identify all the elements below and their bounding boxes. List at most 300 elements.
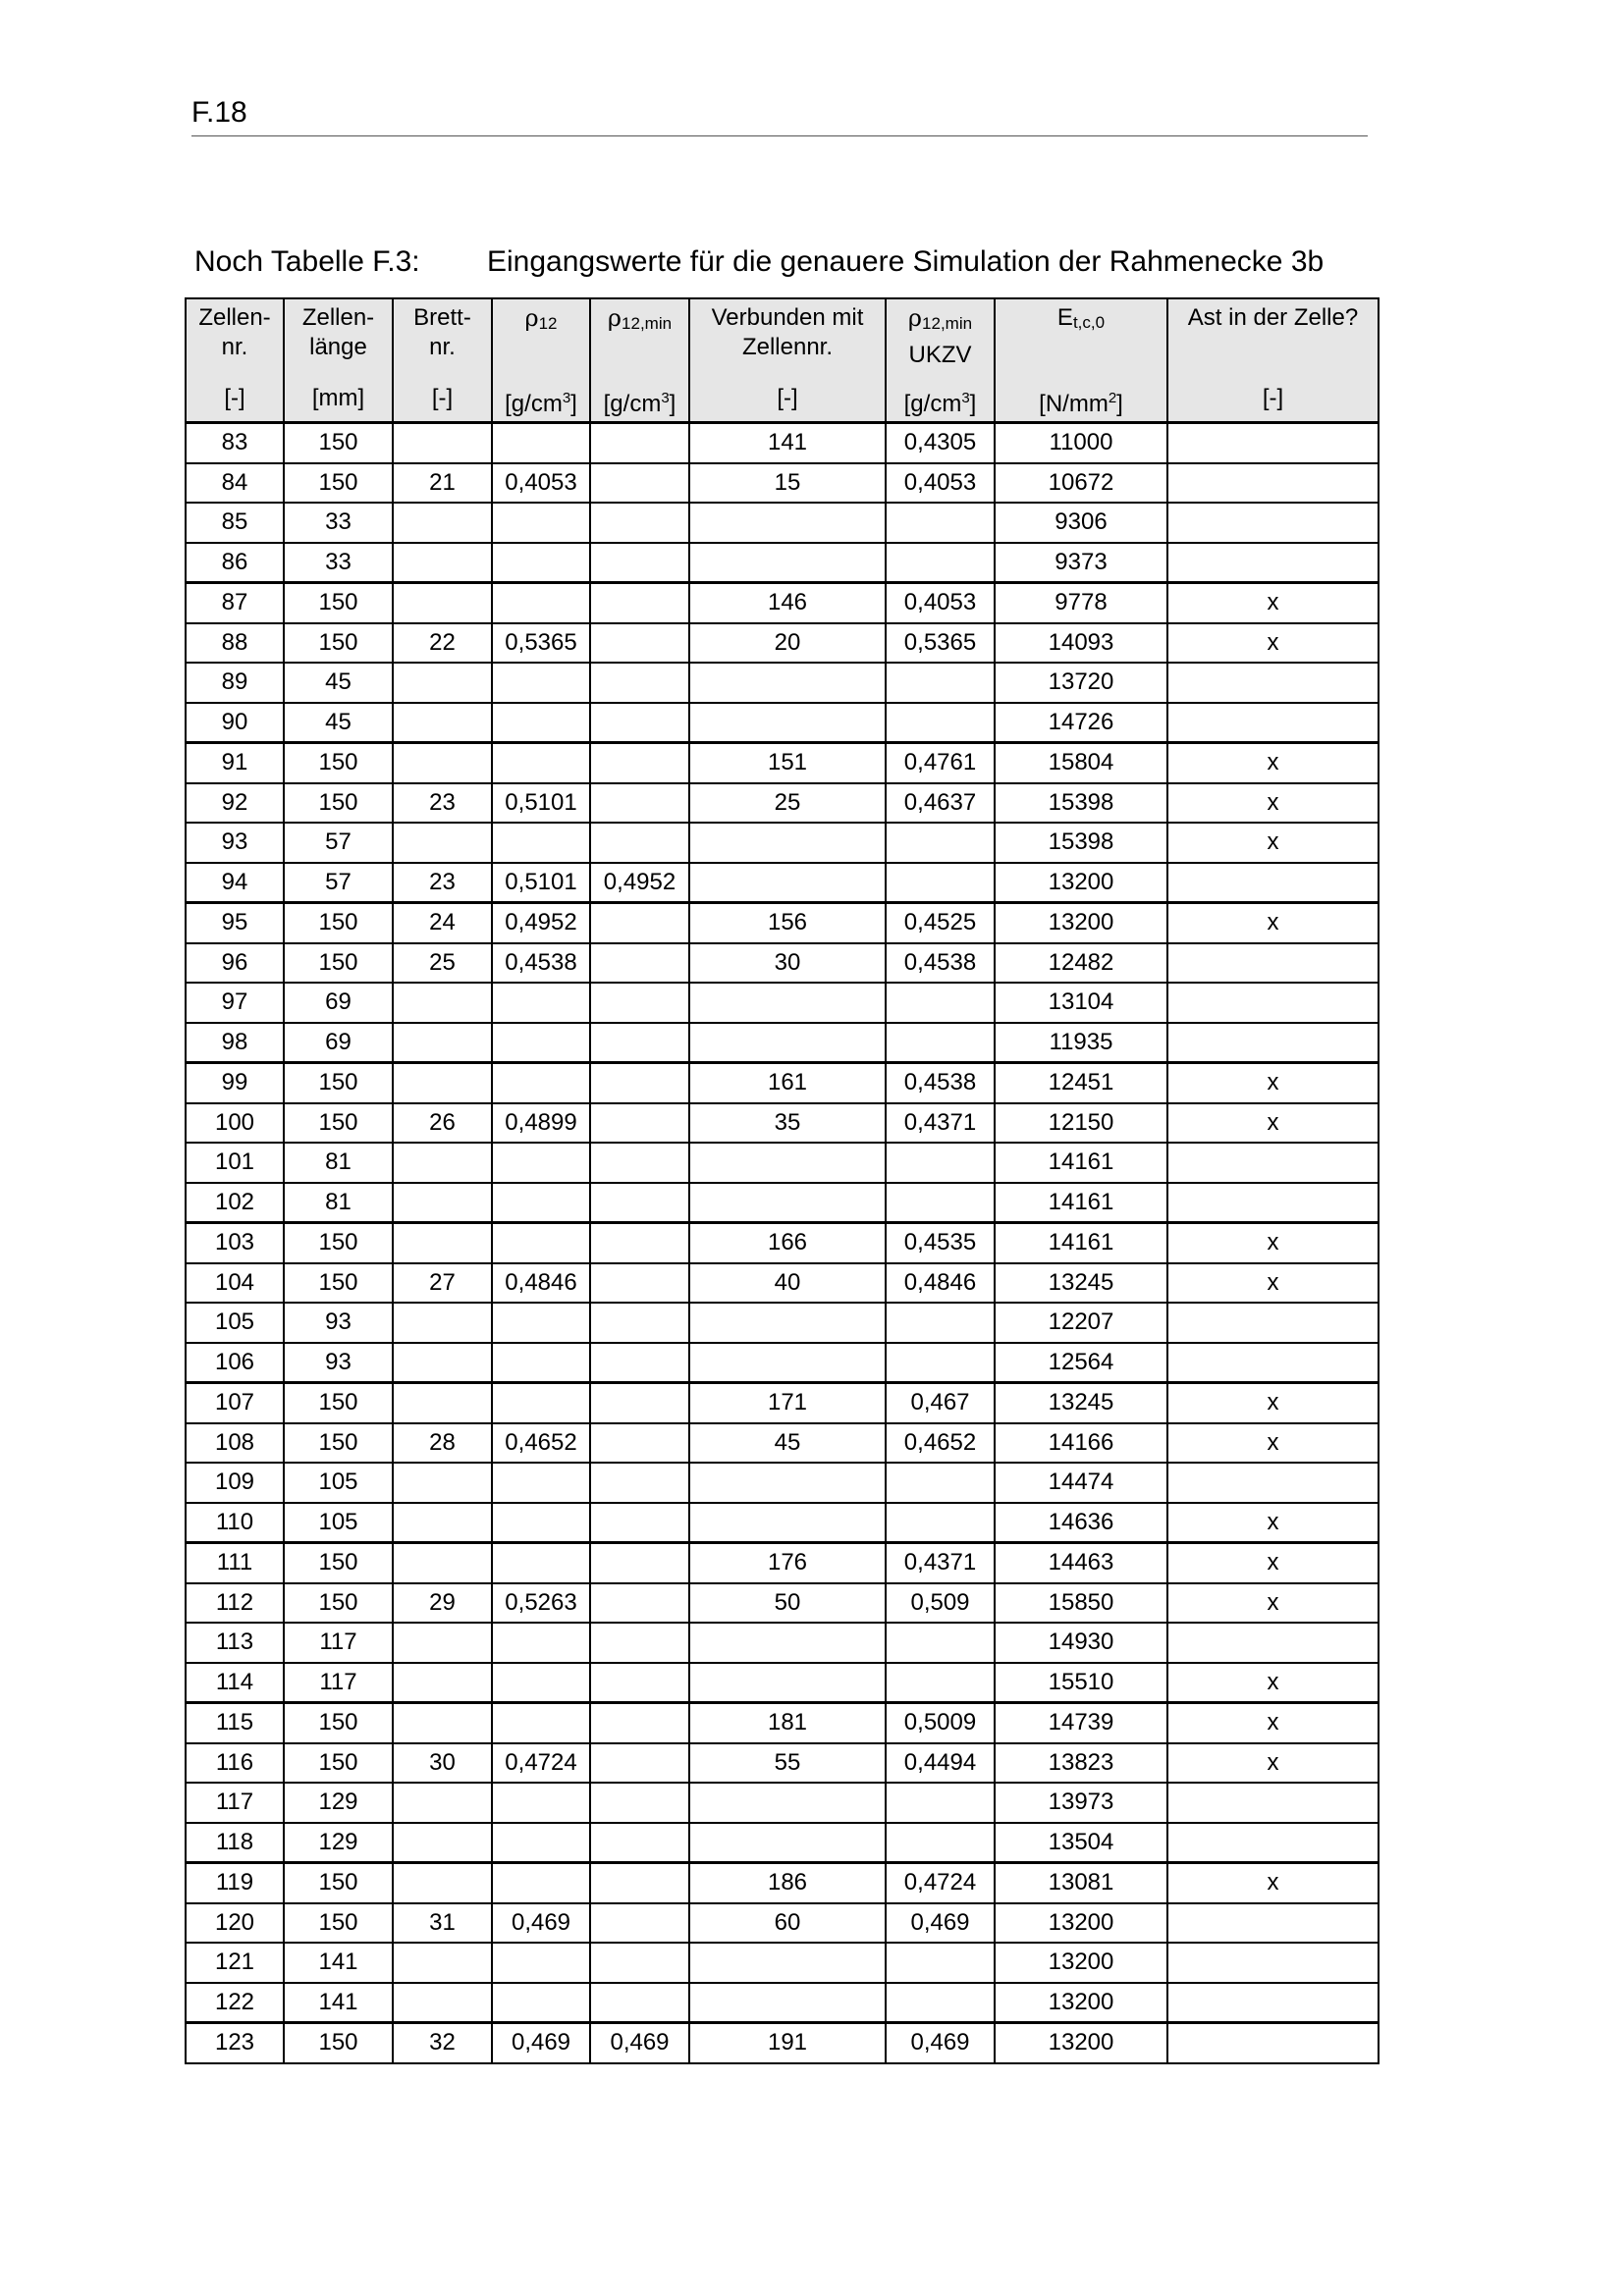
table-cell-rho12min_ukzv xyxy=(886,1343,995,1383)
table-cell-verbunden: 191 xyxy=(689,2023,886,2063)
table-cell-etc0: 14161 xyxy=(995,1223,1167,1263)
table-cell-zellenlaenge: 150 xyxy=(284,903,393,943)
table-cell-ast: x xyxy=(1167,1543,1379,1583)
table-cell-rho12min xyxy=(590,1503,689,1543)
table-cell-ast xyxy=(1167,983,1379,1023)
table-cell-rho12min_ukzv xyxy=(886,1983,995,2023)
table-cell-etc0: 14739 xyxy=(995,1703,1167,1743)
table-cell-zellenlaenge: 150 xyxy=(284,423,393,463)
table-cell-zellenlaenge: 105 xyxy=(284,1503,393,1543)
table-row xyxy=(186,1703,1379,1743)
table-cell-zellennr: 117 xyxy=(186,1783,284,1823)
table-cell-rho12min_ukzv: 0,509 xyxy=(886,1583,995,1624)
table-row xyxy=(186,1463,1379,1503)
table-cell-etc0: 14636 xyxy=(995,1503,1167,1543)
table-cell-verbunden xyxy=(689,1463,886,1503)
table-cell-etc0: 12207 xyxy=(995,1303,1167,1343)
table-cell-rho12min xyxy=(590,1343,689,1383)
table-cell-brettnr: 32 xyxy=(393,2023,492,2063)
table-row xyxy=(186,623,1379,664)
table-cell-brettnr xyxy=(393,1223,492,1263)
table-cell-verbunden: 166 xyxy=(689,1223,886,1263)
table-cell-brettnr xyxy=(393,1983,492,2023)
table-cell-zellennr: 100 xyxy=(186,1103,284,1144)
table-cell-rho12 xyxy=(492,1063,590,1103)
table-cell-zellennr: 83 xyxy=(186,423,284,463)
table-cell-zellenlaenge: 150 xyxy=(284,1863,393,1903)
table-cell-ast: x xyxy=(1167,1583,1379,1624)
table-cell-rho12min_ukzv: 0,4371 xyxy=(886,1103,995,1144)
table-row xyxy=(186,1623,1379,1663)
table-cell-rho12min xyxy=(590,543,689,583)
table-cell-etc0: 13200 xyxy=(995,2023,1167,2063)
header-etc0: Et,c,0 xyxy=(995,298,1167,382)
table-cell-ast: x xyxy=(1167,1703,1379,1743)
table-cell-zellennr: 90 xyxy=(186,703,284,743)
table-cell-zellennr: 103 xyxy=(186,1223,284,1263)
table-cell-ast: x xyxy=(1167,1263,1379,1304)
table-cell-zellenlaenge: 69 xyxy=(284,1023,393,1063)
table-cell-zellennr: 112 xyxy=(186,1583,284,1624)
table-cell-zellennr: 84 xyxy=(186,463,284,504)
header-brettnr: Brett- nr. xyxy=(393,298,492,382)
table-cell-etc0: 13200 xyxy=(995,1903,1167,1944)
table-cell-rho12: 0,469 xyxy=(492,1903,590,1944)
table-cell-rho12min_ukzv: 0,5365 xyxy=(886,623,995,664)
table-cell-etc0: 11935 xyxy=(995,1023,1167,1063)
table-cell-verbunden: 186 xyxy=(689,1863,886,1903)
table-cell-brettnr xyxy=(393,1503,492,1543)
table-cell-verbunden xyxy=(689,983,886,1023)
table-row xyxy=(186,983,1379,1023)
table-cell-rho12min_ukzv: 0,4761 xyxy=(886,743,995,783)
table-cell-brettnr: 29 xyxy=(393,1583,492,1624)
table-cell-etc0: 15398 xyxy=(995,823,1167,863)
table-cell-rho12min xyxy=(590,1423,689,1464)
table-cell-etc0: 14474 xyxy=(995,1463,1167,1503)
header-rho12: ρ12 xyxy=(492,298,590,382)
table-cell-verbunden: 60 xyxy=(689,1903,886,1944)
table-cell-verbunden: 146 xyxy=(689,583,886,623)
table-cell-brettnr xyxy=(393,1023,492,1063)
table-cell-brettnr: 28 xyxy=(393,1423,492,1464)
table-cell-brettnr xyxy=(393,983,492,1023)
table-cell-rho12min_ukzv xyxy=(886,543,995,583)
table-cell-rho12min xyxy=(590,583,689,623)
table-cell-zellenlaenge: 105 xyxy=(284,1463,393,1503)
table-cell-rho12min_ukzv xyxy=(886,1823,995,1863)
table-cell-zellennr: 122 xyxy=(186,1983,284,2023)
table-cell-zellenlaenge: 45 xyxy=(284,703,393,743)
table-cell-rho12min_ukzv xyxy=(886,1463,995,1503)
table-cell-brettnr: 23 xyxy=(393,783,492,824)
table-cell-zellennr: 107 xyxy=(186,1383,284,1423)
table-cell-etc0: 14093 xyxy=(995,623,1167,664)
table-cell-zellennr: 105 xyxy=(186,1303,284,1343)
table-cell-rho12min_ukzv: 0,4053 xyxy=(886,583,995,623)
table-cell-rho12 xyxy=(492,743,590,783)
table-cell-brettnr xyxy=(393,583,492,623)
table-cell-verbunden xyxy=(689,1303,886,1343)
table-cell-zellennr: 119 xyxy=(186,1863,284,1903)
table-cell-rho12min xyxy=(590,903,689,943)
table-cell-etc0: 14726 xyxy=(995,703,1167,743)
table-cell-rho12min_ukzv: 0,469 xyxy=(886,2023,995,2063)
table-row xyxy=(186,1263,1379,1304)
table-cell-zellenlaenge: 57 xyxy=(284,823,393,863)
table-cell-ast xyxy=(1167,1943,1379,1983)
table-cell-brettnr xyxy=(393,1303,492,1343)
table-cell-zellennr: 92 xyxy=(186,783,284,824)
table-cell-etc0: 13973 xyxy=(995,1783,1167,1823)
table-cell-ast xyxy=(1167,1023,1379,1063)
table-cell-zellenlaenge: 141 xyxy=(284,1983,393,2023)
table-cell-ast xyxy=(1167,863,1379,903)
table-cell-rho12 xyxy=(492,423,590,463)
table-cell-verbunden xyxy=(689,1343,886,1383)
table-row xyxy=(186,863,1379,903)
unit-verbunden: [-] xyxy=(689,382,886,423)
table-cell-verbunden xyxy=(689,1023,886,1063)
table-cell-brettnr xyxy=(393,503,492,543)
table-cell-brettnr xyxy=(393,1143,492,1183)
table-cell-ast xyxy=(1167,463,1379,504)
table-cell-ast: x xyxy=(1167,1743,1379,1784)
table-cell-ast xyxy=(1167,1623,1379,1663)
table-cell-zellennr: 98 xyxy=(186,1023,284,1063)
table-cell-rho12 xyxy=(492,1223,590,1263)
table-cell-zellennr: 88 xyxy=(186,623,284,664)
table-cell-ast xyxy=(1167,1343,1379,1383)
table-cell-rho12 xyxy=(492,1503,590,1543)
table-cell-rho12min_ukzv: 0,4846 xyxy=(886,1263,995,1304)
table-cell-zellenlaenge: 150 xyxy=(284,583,393,623)
table-cell-brettnr: 31 xyxy=(393,1903,492,1944)
table-cell-rho12: 0,4724 xyxy=(492,1743,590,1784)
table-cell-ast xyxy=(1167,1303,1379,1343)
table-cell-zellenlaenge: 129 xyxy=(284,1823,393,1863)
table-cell-brettnr xyxy=(393,1543,492,1583)
table-cell-verbunden: 45 xyxy=(689,1423,886,1464)
table-cell-ast xyxy=(1167,1143,1379,1183)
table-cell-zellennr: 106 xyxy=(186,1343,284,1383)
table-cell-verbunden: 40 xyxy=(689,1263,886,1304)
table-cell-verbunden: 171 xyxy=(689,1383,886,1423)
table-cell-rho12min xyxy=(590,423,689,463)
unit-ast: [-] xyxy=(1167,382,1379,423)
table-cell-verbunden xyxy=(689,1983,886,2023)
table-cell-zellenlaenge: 45 xyxy=(284,663,393,703)
unit-zellennr: [-] xyxy=(186,382,284,423)
table-cell-zellennr: 113 xyxy=(186,1623,284,1663)
table-row xyxy=(186,1783,1379,1823)
table-cell-rho12min_ukzv: 0,4724 xyxy=(886,1863,995,1903)
table-cell-rho12min_ukzv: 0,4538 xyxy=(886,943,995,984)
table-cell-brettnr: 27 xyxy=(393,1263,492,1304)
table-cell-ast: x xyxy=(1167,1423,1379,1464)
table-cell-zellenlaenge: 141 xyxy=(284,1943,393,1983)
table-cell-etc0: 12482 xyxy=(995,943,1167,984)
table-cell-rho12 xyxy=(492,1943,590,1983)
table-cell-rho12: 0,4652 xyxy=(492,1423,590,1464)
table-cell-ast: x xyxy=(1167,1663,1379,1703)
table-cell-etc0: 14161 xyxy=(995,1143,1167,1183)
table-cell-rho12min xyxy=(590,943,689,984)
table-row xyxy=(186,1423,1379,1464)
table-cell-brettnr xyxy=(393,1783,492,1823)
table-cell-brettnr: 30 xyxy=(393,1743,492,1784)
table-cell-ast xyxy=(1167,943,1379,984)
table-cell-zellennr: 89 xyxy=(186,663,284,703)
table-cell-verbunden xyxy=(689,1783,886,1823)
table-row xyxy=(186,1903,1379,1944)
table-cell-verbunden: 161 xyxy=(689,1063,886,1103)
table-cell-rho12min xyxy=(590,463,689,504)
table-cell-zellenlaenge: 57 xyxy=(284,863,393,903)
table-row xyxy=(186,823,1379,863)
table-cell-etc0: 13504 xyxy=(995,1823,1167,1863)
table-cell-ast xyxy=(1167,503,1379,543)
table-cell-verbunden xyxy=(689,663,886,703)
table-cell-ast: x xyxy=(1167,1503,1379,1543)
table-cell-rho12: 0,469 xyxy=(492,2023,590,2063)
table-cell-rho12: 0,4053 xyxy=(492,463,590,504)
table-cell-rho12min_ukzv: 0,4538 xyxy=(886,1063,995,1103)
table-cell-rho12min xyxy=(590,823,689,863)
table-cell-etc0: 12150 xyxy=(995,1103,1167,1144)
table-cell-rho12min_ukzv: 0,5009 xyxy=(886,1703,995,1743)
table-cell-rho12 xyxy=(492,1383,590,1423)
table-cell-zellenlaenge: 150 xyxy=(284,1423,393,1464)
table-cell-verbunden: 141 xyxy=(689,423,886,463)
table-cell-rho12min_ukzv: 0,4371 xyxy=(886,1543,995,1583)
table-cell-zellenlaenge: 150 xyxy=(284,1743,393,1784)
table-cell-zellenlaenge: 150 xyxy=(284,623,393,664)
table-cell-etc0: 13245 xyxy=(995,1263,1167,1304)
table-cell-zellenlaenge: 93 xyxy=(284,1343,393,1383)
table-cell-rho12 xyxy=(492,1303,590,1343)
table-cell-rho12min_ukzv xyxy=(886,1183,995,1223)
table-row xyxy=(186,1823,1379,1863)
data-table xyxy=(185,297,1380,2064)
page-header: F.18 xyxy=(191,96,247,129)
table-row xyxy=(186,2023,1379,2063)
table-cell-rho12min: 0,4952 xyxy=(590,863,689,903)
table-cell-zellenlaenge: 150 xyxy=(284,1263,393,1304)
table-row xyxy=(186,423,1379,463)
table-cell-ast xyxy=(1167,2023,1379,2063)
table-cell-rho12min_ukzv: 0,4494 xyxy=(886,1743,995,1784)
table-cell-zellenlaenge: 150 xyxy=(284,1383,393,1423)
table-cell-rho12min_ukzv xyxy=(886,1663,995,1703)
table-row xyxy=(186,583,1379,623)
table-cell-verbunden: 181 xyxy=(689,1703,886,1743)
table-cell-zellenlaenge: 150 xyxy=(284,463,393,504)
table-cell-rho12min xyxy=(590,1383,689,1423)
table-body xyxy=(186,423,1379,2063)
table-row xyxy=(186,1063,1379,1103)
table-cell-zellennr: 87 xyxy=(186,583,284,623)
table-cell-rho12 xyxy=(492,1463,590,1503)
table-cell-brettnr xyxy=(393,1383,492,1423)
table-cell-rho12min_ukzv xyxy=(886,1623,995,1663)
table-cell-etc0: 9778 xyxy=(995,583,1167,623)
table-cell-zellennr: 108 xyxy=(186,1423,284,1464)
table-cell-zellenlaenge: 150 xyxy=(284,783,393,824)
table-cell-brettnr xyxy=(393,1823,492,1863)
table-cell-brettnr xyxy=(393,1623,492,1663)
table-cell-ast: x xyxy=(1167,1223,1379,1263)
table-cell-ast: x xyxy=(1167,823,1379,863)
table-cell-etc0: 13081 xyxy=(995,1863,1167,1903)
table-cell-zellenlaenge: 150 xyxy=(284,1103,393,1144)
table-cell-rho12: 0,4538 xyxy=(492,943,590,984)
table-row xyxy=(186,1103,1379,1144)
table-cell-brettnr: 25 xyxy=(393,943,492,984)
table-cell-rho12min xyxy=(590,983,689,1023)
table-cell-rho12min_ukzv xyxy=(886,1503,995,1543)
table-cell-brettnr: 26 xyxy=(393,1103,492,1144)
table-cell-rho12min xyxy=(590,1863,689,1903)
table-cell-verbunden xyxy=(689,1623,886,1663)
table-row xyxy=(186,1303,1379,1343)
table-cell-ast: x xyxy=(1167,1863,1379,1903)
table-cell-zellennr: 99 xyxy=(186,1063,284,1103)
table-cell-ast: x xyxy=(1167,1103,1379,1144)
table-cell-rho12min_ukzv xyxy=(886,703,995,743)
table-cell-etc0: 9373 xyxy=(995,543,1167,583)
header-rule xyxy=(191,135,1368,136)
table-cell-etc0: 14930 xyxy=(995,1623,1167,1663)
table-cell-rho12min xyxy=(590,1143,689,1183)
table-cell-ast xyxy=(1167,1783,1379,1823)
table-cell-rho12: 0,4846 xyxy=(492,1263,590,1304)
table-cell-zellenlaenge: 81 xyxy=(284,1183,393,1223)
table-row xyxy=(186,1023,1379,1063)
table-cell-rho12 xyxy=(492,1623,590,1663)
table-cell-rho12 xyxy=(492,1543,590,1583)
table-cell-ast: x xyxy=(1167,1383,1379,1423)
table-cell-rho12 xyxy=(492,1143,590,1183)
table-cell-rho12min xyxy=(590,1103,689,1144)
table-cell-ast xyxy=(1167,1823,1379,1863)
table-cell-ast xyxy=(1167,1183,1379,1223)
table-cell-rho12: 0,5101 xyxy=(492,783,590,824)
table-cell-rho12min xyxy=(590,703,689,743)
table-cell-rho12min_ukzv: 0,4652 xyxy=(886,1423,995,1464)
table-cell-rho12min_ukzv: 0,469 xyxy=(886,1903,995,1944)
table-cell-rho12 xyxy=(492,1823,590,1863)
header-rho12min-ukzv: ρ12,min UKZV xyxy=(886,298,995,382)
table-cell-verbunden xyxy=(689,1663,886,1703)
table-cell-rho12 xyxy=(492,663,590,703)
table-cell-zellennr: 115 xyxy=(186,1703,284,1743)
table-cell-ast: x xyxy=(1167,623,1379,664)
table-cell-rho12 xyxy=(492,1023,590,1063)
table-cell-verbunden xyxy=(689,503,886,543)
table-cell-rho12min_ukzv xyxy=(886,983,995,1023)
table-row xyxy=(186,703,1379,743)
table-cell-rho12min xyxy=(590,783,689,824)
table-cell-rho12min_ukzv xyxy=(886,863,995,903)
table-cell-brettnr xyxy=(393,1703,492,1743)
table-cell-zellennr: 109 xyxy=(186,1463,284,1503)
header-ast: Ast in der Zelle? xyxy=(1167,298,1379,382)
table-cell-zellennr: 110 xyxy=(186,1503,284,1543)
table-cell-rho12 xyxy=(492,583,590,623)
table-cell-rho12 xyxy=(492,1703,590,1743)
table-cell-rho12 xyxy=(492,983,590,1023)
table-cell-rho12min xyxy=(590,1583,689,1624)
table-cell-zellenlaenge: 69 xyxy=(284,983,393,1023)
table-cell-ast: x xyxy=(1167,583,1379,623)
table-cell-rho12 xyxy=(492,823,590,863)
table-cell-brettnr xyxy=(393,1663,492,1703)
unit-brettnr: [-] xyxy=(393,382,492,423)
table-row xyxy=(186,1983,1379,2023)
table-cell-zellennr: 116 xyxy=(186,1743,284,1784)
table-cell-zellennr: 97 xyxy=(186,983,284,1023)
table-row xyxy=(186,783,1379,824)
table-cell-rho12min_ukzv: 0,467 xyxy=(886,1383,995,1423)
table-row xyxy=(186,1183,1379,1223)
table-cell-etc0: 12451 xyxy=(995,1063,1167,1103)
table-cell-etc0: 15510 xyxy=(995,1663,1167,1703)
table-cell-brettnr xyxy=(393,1463,492,1503)
table-cell-rho12min xyxy=(590,1263,689,1304)
table-cell-zellenlaenge: 150 xyxy=(284,1063,393,1103)
table-cell-rho12 xyxy=(492,1863,590,1903)
table-cell-rho12 xyxy=(492,1783,590,1823)
unit-zellenlaenge: [mm] xyxy=(284,382,393,423)
table-cell-zellenlaenge: 150 xyxy=(284,1583,393,1624)
table-row xyxy=(186,903,1379,943)
table-row xyxy=(186,1143,1379,1183)
table-cell-rho12min xyxy=(590,623,689,664)
table-cell-zellennr: 104 xyxy=(186,1263,284,1304)
table-cell-rho12 xyxy=(492,1183,590,1223)
table-cell-zellenlaenge: 81 xyxy=(284,1143,393,1183)
table-row xyxy=(186,503,1379,543)
table-cell-etc0: 10672 xyxy=(995,463,1167,504)
table-cell-rho12min_ukzv: 0,4305 xyxy=(886,423,995,463)
unit-rho12min: $[g/cm^3]$ xyxy=(590,382,689,423)
table-cell-zellennr: 101 xyxy=(186,1143,284,1183)
header-zellenlaenge: Zellen- länge xyxy=(284,298,393,382)
table-cell-verbunden: 151 xyxy=(689,743,886,783)
table-cell-brettnr xyxy=(393,1063,492,1103)
table-cell-rho12min xyxy=(590,1663,689,1703)
table-cell-etc0: 14161 xyxy=(995,1183,1167,1223)
table-cell-verbunden: 35 xyxy=(689,1103,886,1144)
table-row xyxy=(186,1343,1379,1383)
table-cell-brettnr: 24 xyxy=(393,903,492,943)
table-cell-ast: x xyxy=(1167,743,1379,783)
table-cell-rho12min xyxy=(590,1303,689,1343)
table-cell-zellennr: 94 xyxy=(186,863,284,903)
table-cell-brettnr xyxy=(393,543,492,583)
header-verbunden: Verbunden mit Zellennr. xyxy=(689,298,886,382)
table-cell-zellennr: 118 xyxy=(186,1823,284,1863)
table-cell-verbunden xyxy=(689,1943,886,1983)
table-row xyxy=(186,1383,1379,1423)
table-cell-etc0: 13823 xyxy=(995,1743,1167,1784)
table-row xyxy=(186,1663,1379,1703)
table-cell-ast xyxy=(1167,1463,1379,1503)
table-cell-etc0: 13200 xyxy=(995,863,1167,903)
table-cell-rho12: 0,4952 xyxy=(492,903,590,943)
table-cell-zellenlaenge: 150 xyxy=(284,743,393,783)
